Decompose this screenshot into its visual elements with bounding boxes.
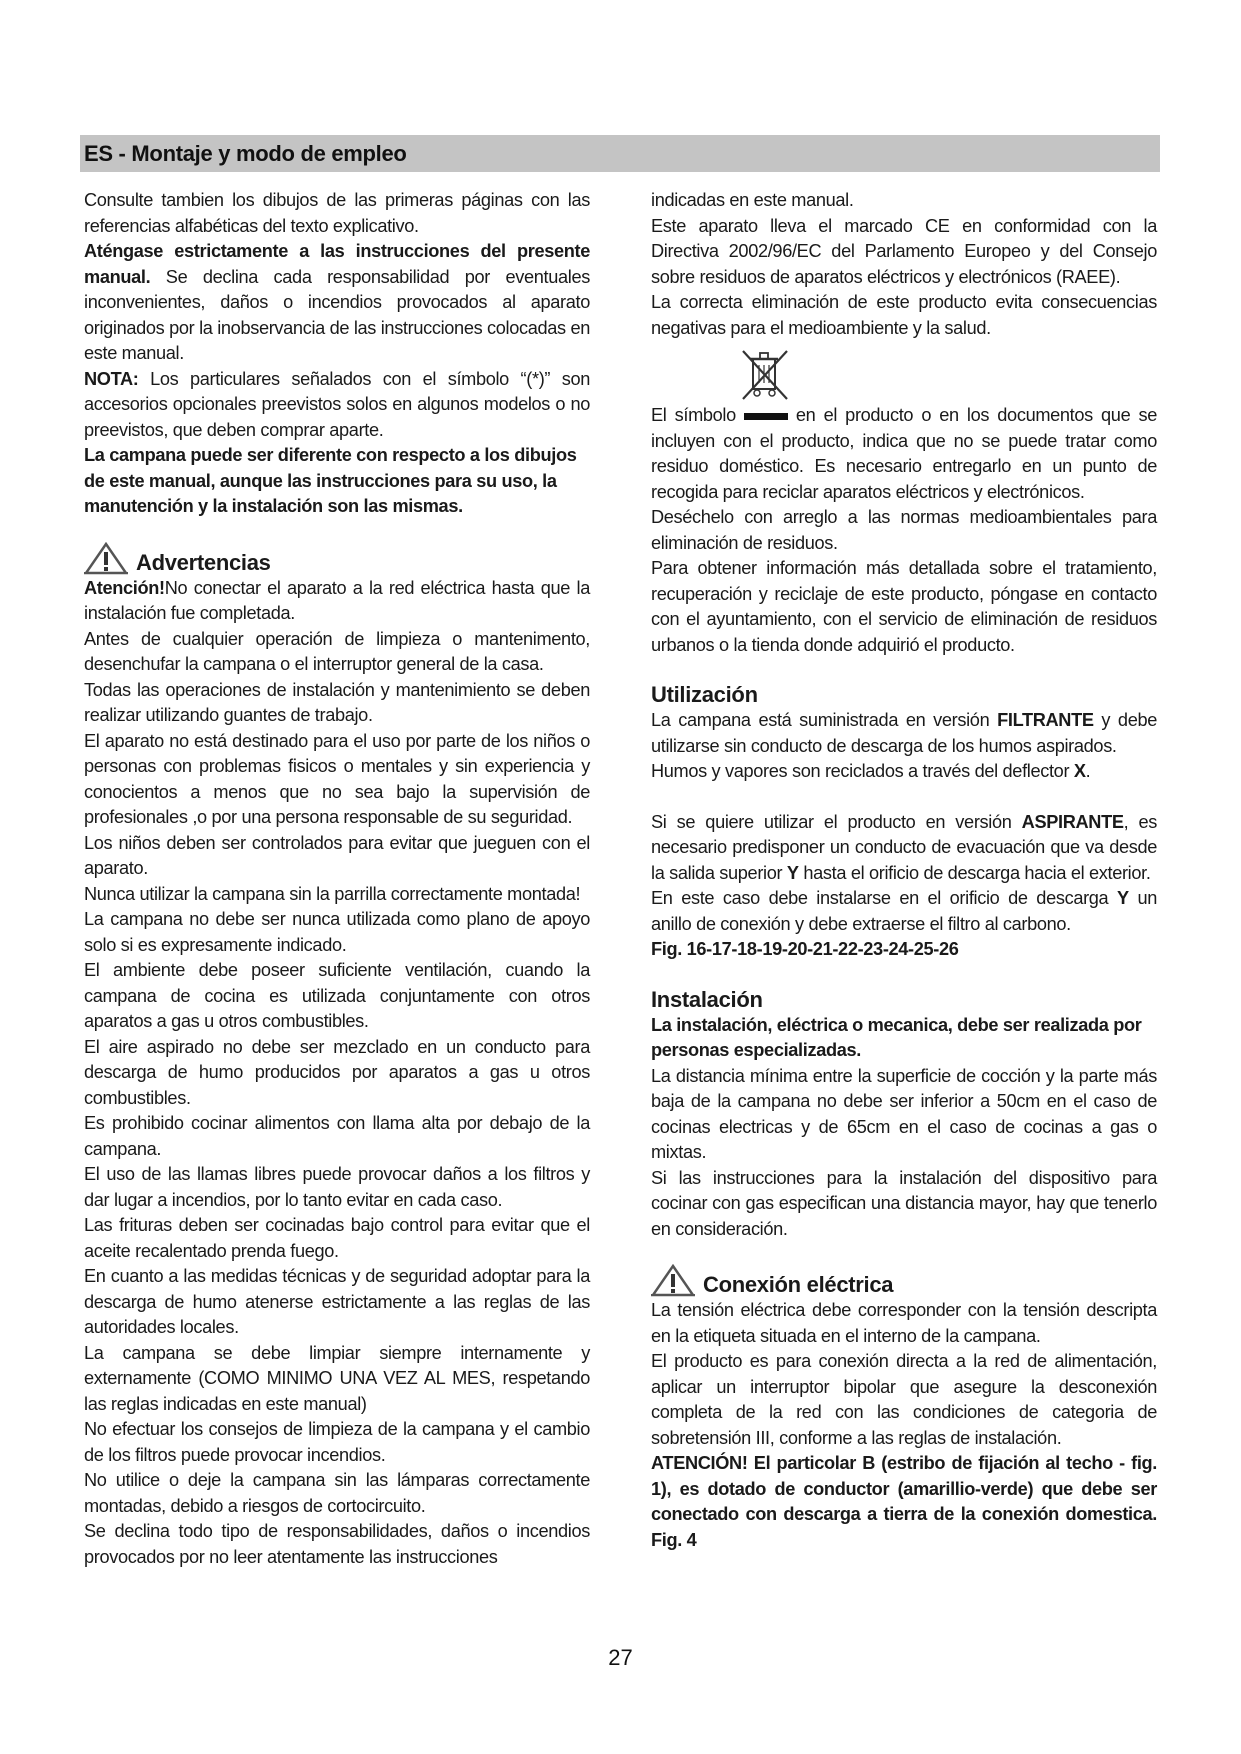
left-column xyxy=(84,188,590,1570)
util4-a: En este caso debe instalarse en el orificio de descarga xyxy=(651,888,1118,908)
conexion-heading xyxy=(651,1264,1157,1298)
warning-paragraph: En cuanto a las medidas técnicas y de seguridad adoptar para la descarga de humo atenerse estrictamente a las reglas de las autoridades locales. xyxy=(84,1266,590,1337)
atencion-paragraph xyxy=(84,576,590,627)
instructions-rest: Se declina cada responsabilidad por eventuales inconvenientes, daños o incendios provocados al aparato originados por la inobservancia de las instrucciones colocadas en este manual. xyxy=(84,266,591,363)
warning-paragraph: Todas las operaciones de instalación y mantenimiento se deben realizar utilizando guantes de trabajo. xyxy=(84,679,590,725)
right-column xyxy=(651,188,1157,1553)
util3-c: , es necesario predisponer un conducto de evacuación que va desde la salida superior xyxy=(651,811,1158,883)
symbol-text-pre: El símbolo xyxy=(651,405,736,425)
warning-paragraph: El ambiente debe poseer suficiente ventilación, cuando la campana de cocina es utilizada conjuntamente con otros aparatos a gas u otros combustibles. xyxy=(84,960,590,1031)
nota-label: NOTA: xyxy=(84,368,139,389)
util1-c: y debe utilizarse sin conducto de descarga de los humos aspirados. xyxy=(651,710,1157,756)
inst-paragraph-1: La distancia mínima entre la superficie de cocción y la parte más baja de la campana no debe ser inferior a 50cm en el caso de cocinas electricas y de 65cm en el caso de cocinas a gas o mixtas. xyxy=(651,1065,1157,1162)
instalacion-heading: Instalación xyxy=(651,986,763,1012)
symbol-text-post: en el producto o en los documentos que se incluyen con el producto, indica que no se puede tratar como residuo doméstico. Es necesario entregarlo en un punto de recogida para reciclar aparatos eléctricos y electrónicos. xyxy=(651,405,1157,502)
warning-paragraph: Nunca utilizar la campana sin la parrilla correctamente montada! xyxy=(84,883,581,904)
spacer xyxy=(651,785,1157,810)
warning-paragraph: Es prohibido cocinar alimentos con llama alta por debajo de la campana. xyxy=(84,1113,590,1159)
con-paragraph-2: El producto es para conexión directa a la red de alimentación, aplicar un interruptor bipolar que asegure la desconexión completa de la red con las condiciones de categoria de sobretensión III, conforme a las reglas de instalación. xyxy=(651,1351,1157,1448)
util3-e: hasta el orificio de descarga hacia el exterior. xyxy=(798,862,1151,883)
crossed-bin-icon xyxy=(739,347,791,403)
campana-note: La campana puede ser diferente con respecto a los dibujos de este manual, aunque las instrucciones para su uso, la manutención y la instalación son las mismas. xyxy=(84,445,577,516)
utilizacion-heading: Utilización xyxy=(651,682,758,707)
nota-paragraph xyxy=(84,367,590,444)
warning-paragraph: El aire aspirado no debe ser mezclado en un conducto para descarga de humo producidos por aparatos a gas u otros combustibles. xyxy=(84,1036,590,1108)
util1-a: La campana está suministrada en versión xyxy=(651,710,998,730)
warning-paragraph: No efectuar los consejos de limpieza de la campana y el cambio de los filtros puede provocar incendios. xyxy=(84,1419,590,1465)
warning-paragraph: No utilice o deje la campana sin las lámparas correctamente montadas, debido a riesgos de cortocircuito. xyxy=(84,1470,590,1516)
util-paragraph-3 xyxy=(651,810,1157,887)
page-number: 27 xyxy=(608,1645,633,1670)
util-paragraph-4 xyxy=(651,886,1157,937)
util3-bold-y: Y xyxy=(786,862,799,883)
obtener-paragraph: Para obtener información más detallada sobre el tratamiento, recuperación y reciclaje de este producto, póngase en contacto con el ayuntamiento, con el servicio de eliminación de residuos urbanos o la tienda donde adquirió el producto. xyxy=(651,558,1157,655)
deseche-paragraph: Deséchelo con arreglo a las normas medioambientales para eliminación de residuos. xyxy=(651,507,1157,553)
con-bold-paragraph: ATENCIÓN! El particolar B (estribo de fijación al techo - fig. 1), es dotado de conductor (amarillio-verde) que debe ser conectado con descarga a tierra de la conexión domestica. Fig. 4 xyxy=(651,1453,1157,1550)
util3-bold: ASPIRANTE xyxy=(1021,811,1124,832)
util1-bold: FILTRANTE xyxy=(997,710,1094,730)
atencion-text: No conectar el aparato a la red eléctrica hasta que la instalación fue completada. xyxy=(84,577,590,623)
advertencias-title: Advertencias xyxy=(136,549,271,575)
atencion-label: Atención! xyxy=(84,577,165,598)
warning-icon xyxy=(84,542,128,576)
advertencias-heading xyxy=(84,542,590,576)
nota-text: Los particulares señalados con el símbolo “(*)” son accesorios opcionales preevistos solos en algunos modelos o no preevistos, que deben comprar aparte. xyxy=(84,368,590,440)
util-figure-ref: Fig. 16-17-18-19-20-21-22-23-24-25-26 xyxy=(651,939,959,959)
util2-c: . xyxy=(1085,761,1091,781)
disposal-paragraph: La correcta eliminación de este producto evita consecuencias negativas para el medioambiente y la salud. xyxy=(651,292,1157,338)
warning-paragraph: Los niños deben ser controlados para evitar que jueguen con el aparato. xyxy=(84,832,590,878)
conexion-title: Conexión eléctrica xyxy=(703,1272,894,1297)
util-paragraph-1 xyxy=(651,708,1157,759)
continuation-line: indicadas en este manual. xyxy=(651,190,854,210)
util2-bold: X xyxy=(1073,761,1086,781)
inst-paragraph-2: Si las instrucciones para la instalación del dispositivo para cocinar con gas especifican una distancia mayor, hay que tenerlo en consideración. xyxy=(651,1167,1157,1239)
intro-paragraph: Consulte tambien los dibujos de las primeras páginas con las referencias alfabéticas del texto explicativo. xyxy=(84,190,590,236)
util3-a: Si se quiere utilizar el producto en versión xyxy=(651,811,1022,832)
inst-bold-paragraph: La instalación, eléctrica o mecanica, debe ser realizada por personas especializadas. xyxy=(651,1014,1142,1060)
util4-bold: Y xyxy=(1117,888,1129,908)
warning-paragraph: La campana se debe limpiar siempre internamente y externamente (COMO MINIMO UNA VEZ AL MES, respetando las reglas indicadas en este manual) xyxy=(84,1342,590,1414)
warning-icon xyxy=(651,1264,695,1298)
instructions-bold: Aténgase estrictamente a las instrucciones del presente manual. xyxy=(84,241,590,287)
weee-symbol-wrap xyxy=(651,347,1157,403)
instructions-paragraph xyxy=(84,239,590,367)
black-bar-symbol xyxy=(744,413,788,420)
util2-a: Humos y vapores son reciclados a través del deflector xyxy=(651,761,1074,781)
warning-paragraph: La campana no debe ser nunca utilizada como plano de apoyo solo si es expresamente indicado. xyxy=(84,909,590,955)
warning-paragraph: Antes de cualquier operación de limpieza o mantenimento, desenchufar la campana o el interruptor general de la casa. xyxy=(84,628,590,674)
util-paragraph-2 xyxy=(651,759,1157,785)
con-paragraph-1: La tensión eléctrica debe corresponder con la tensión descripta en la etiqueta situada en el interno de la campana. xyxy=(651,1300,1157,1346)
warning-paragraph: El uso de las llamas libres puede provocar daños a los filtros y dar lugar a incendios, por lo tanto evitar en cada caso. xyxy=(84,1164,590,1210)
warning-paragraph: Se declina todo tipo de responsabilidades, daños o incendios provocados por no leer atentamente las instrucciones xyxy=(84,1521,590,1567)
page-header: ES - Montaje y modo de empleo xyxy=(80,135,1160,172)
ce-marking-paragraph: Este aparato lleva el marcado CE en conformidad con la Directiva 2002/96/EC del Parlamento Europeo y del Consejo sobre residuos de aparatos eléctricos y electrónicos (RAEE). xyxy=(651,215,1157,287)
symbol-paragraph xyxy=(651,403,1157,505)
warning-paragraph: Las frituras deben ser cocinadas bajo control para evitar que el aceite recalentado prenda fuego. xyxy=(84,1215,590,1261)
util4-c: un anillo de conexión y debe extraerse el filtro al carbono. xyxy=(651,888,1158,934)
warning-paragraph: El aparato no está destinado para el uso por parte de los niños o personas con problemas fisicos o mentales y sin experiencia y conocientos a menos que no sea bajo la supervisión de profesionales ,o por una persona responsable de su seguridad. xyxy=(84,730,590,827)
